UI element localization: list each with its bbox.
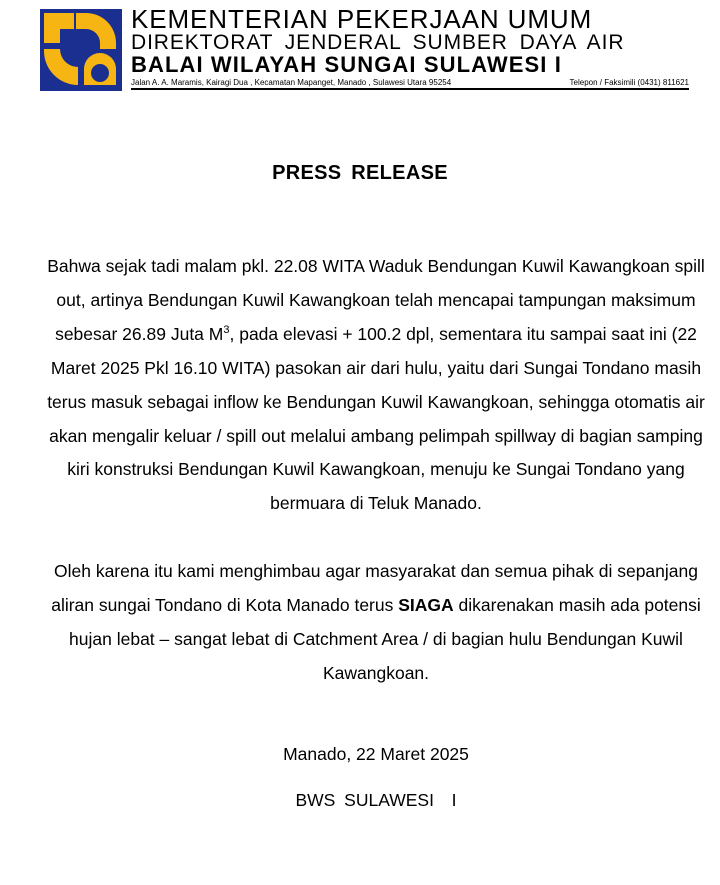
p2-text-b: dikarenakan masih ada potensi hujan lebat – sangat lebat di Catchment Area / di bagian hulu Bendungan Kuwil Kawangkoan. — [69, 594, 701, 683]
place-date: Manado, 22 Maret 2025 — [283, 744, 469, 764]
letterhead-text — [131, 6, 691, 88]
pu-logo-icon — [40, 9, 122, 91]
p1-text-b: , pada elevasi + 100.2 dpl, sementara itu sampai saat ini (22 Maret 2025 Pkl 16.10 WITA) pasokan air dari hulu, yaitu dari Sungai Tondano masih terus masuk sebagai inflow ke Bendungan Kuwil Kawangkoan, sehingga otomatis air akan mengalir keluar / spill out melalui ambang pelimpah spillway di bagian samping kiri konstruksi Bendungan Kuwil Kawangkoan, menuju ke Sungai Tondano yang bermuara di Teluk Manado. — [47, 323, 705, 514]
p1-text-a: Bahwa sejak tadi malam pkl. 22.08 WITA Waduk Bendungan Kuwil Kawangkoan spill out, artinya Bendungan Kuwil Kawangkoan telah mencapai tampungan maksimum sebesar 26.89 Juta M — [47, 256, 705, 344]
letterhead — [0, 0, 720, 100]
letterhead-rule — [131, 88, 689, 90]
office-name: BALAI WILAYAH SUNGAI SULAWESI I — [131, 52, 562, 77]
paragraph-appeal — [40, 555, 712, 691]
office-address: Jalan A. A. Maramis, Kairagi Dua , Kecamatan Mapanget, Manado , Sulawesi Utara 95254 — [131, 78, 452, 87]
ministry-name: KEMENTERIAN PEKERJAAN UMUM — [131, 4, 593, 34]
paragraph-spill-out — [40, 250, 712, 521]
p1-superscript: 3 — [223, 323, 230, 336]
directorate-name: DIREKTORAT JENDERAL SUMBER DAYA AIR — [131, 31, 625, 54]
page-title: PRESS RELEASE — [272, 162, 448, 184]
p2-text-a: Oleh karena itu kami menghimbau agar masyarakat dan semua pihak di sepanjang aliran sungai Tondano di Kota Manado terus — [51, 561, 698, 615]
signatory-org: BWS SULAWESI I — [295, 790, 457, 810]
siaga-emphasis: SIAGA — [398, 594, 454, 615]
office-phone: Telepon / Faksimili (0431) 811621 — [569, 78, 689, 87]
office-address-line — [131, 78, 689, 88]
